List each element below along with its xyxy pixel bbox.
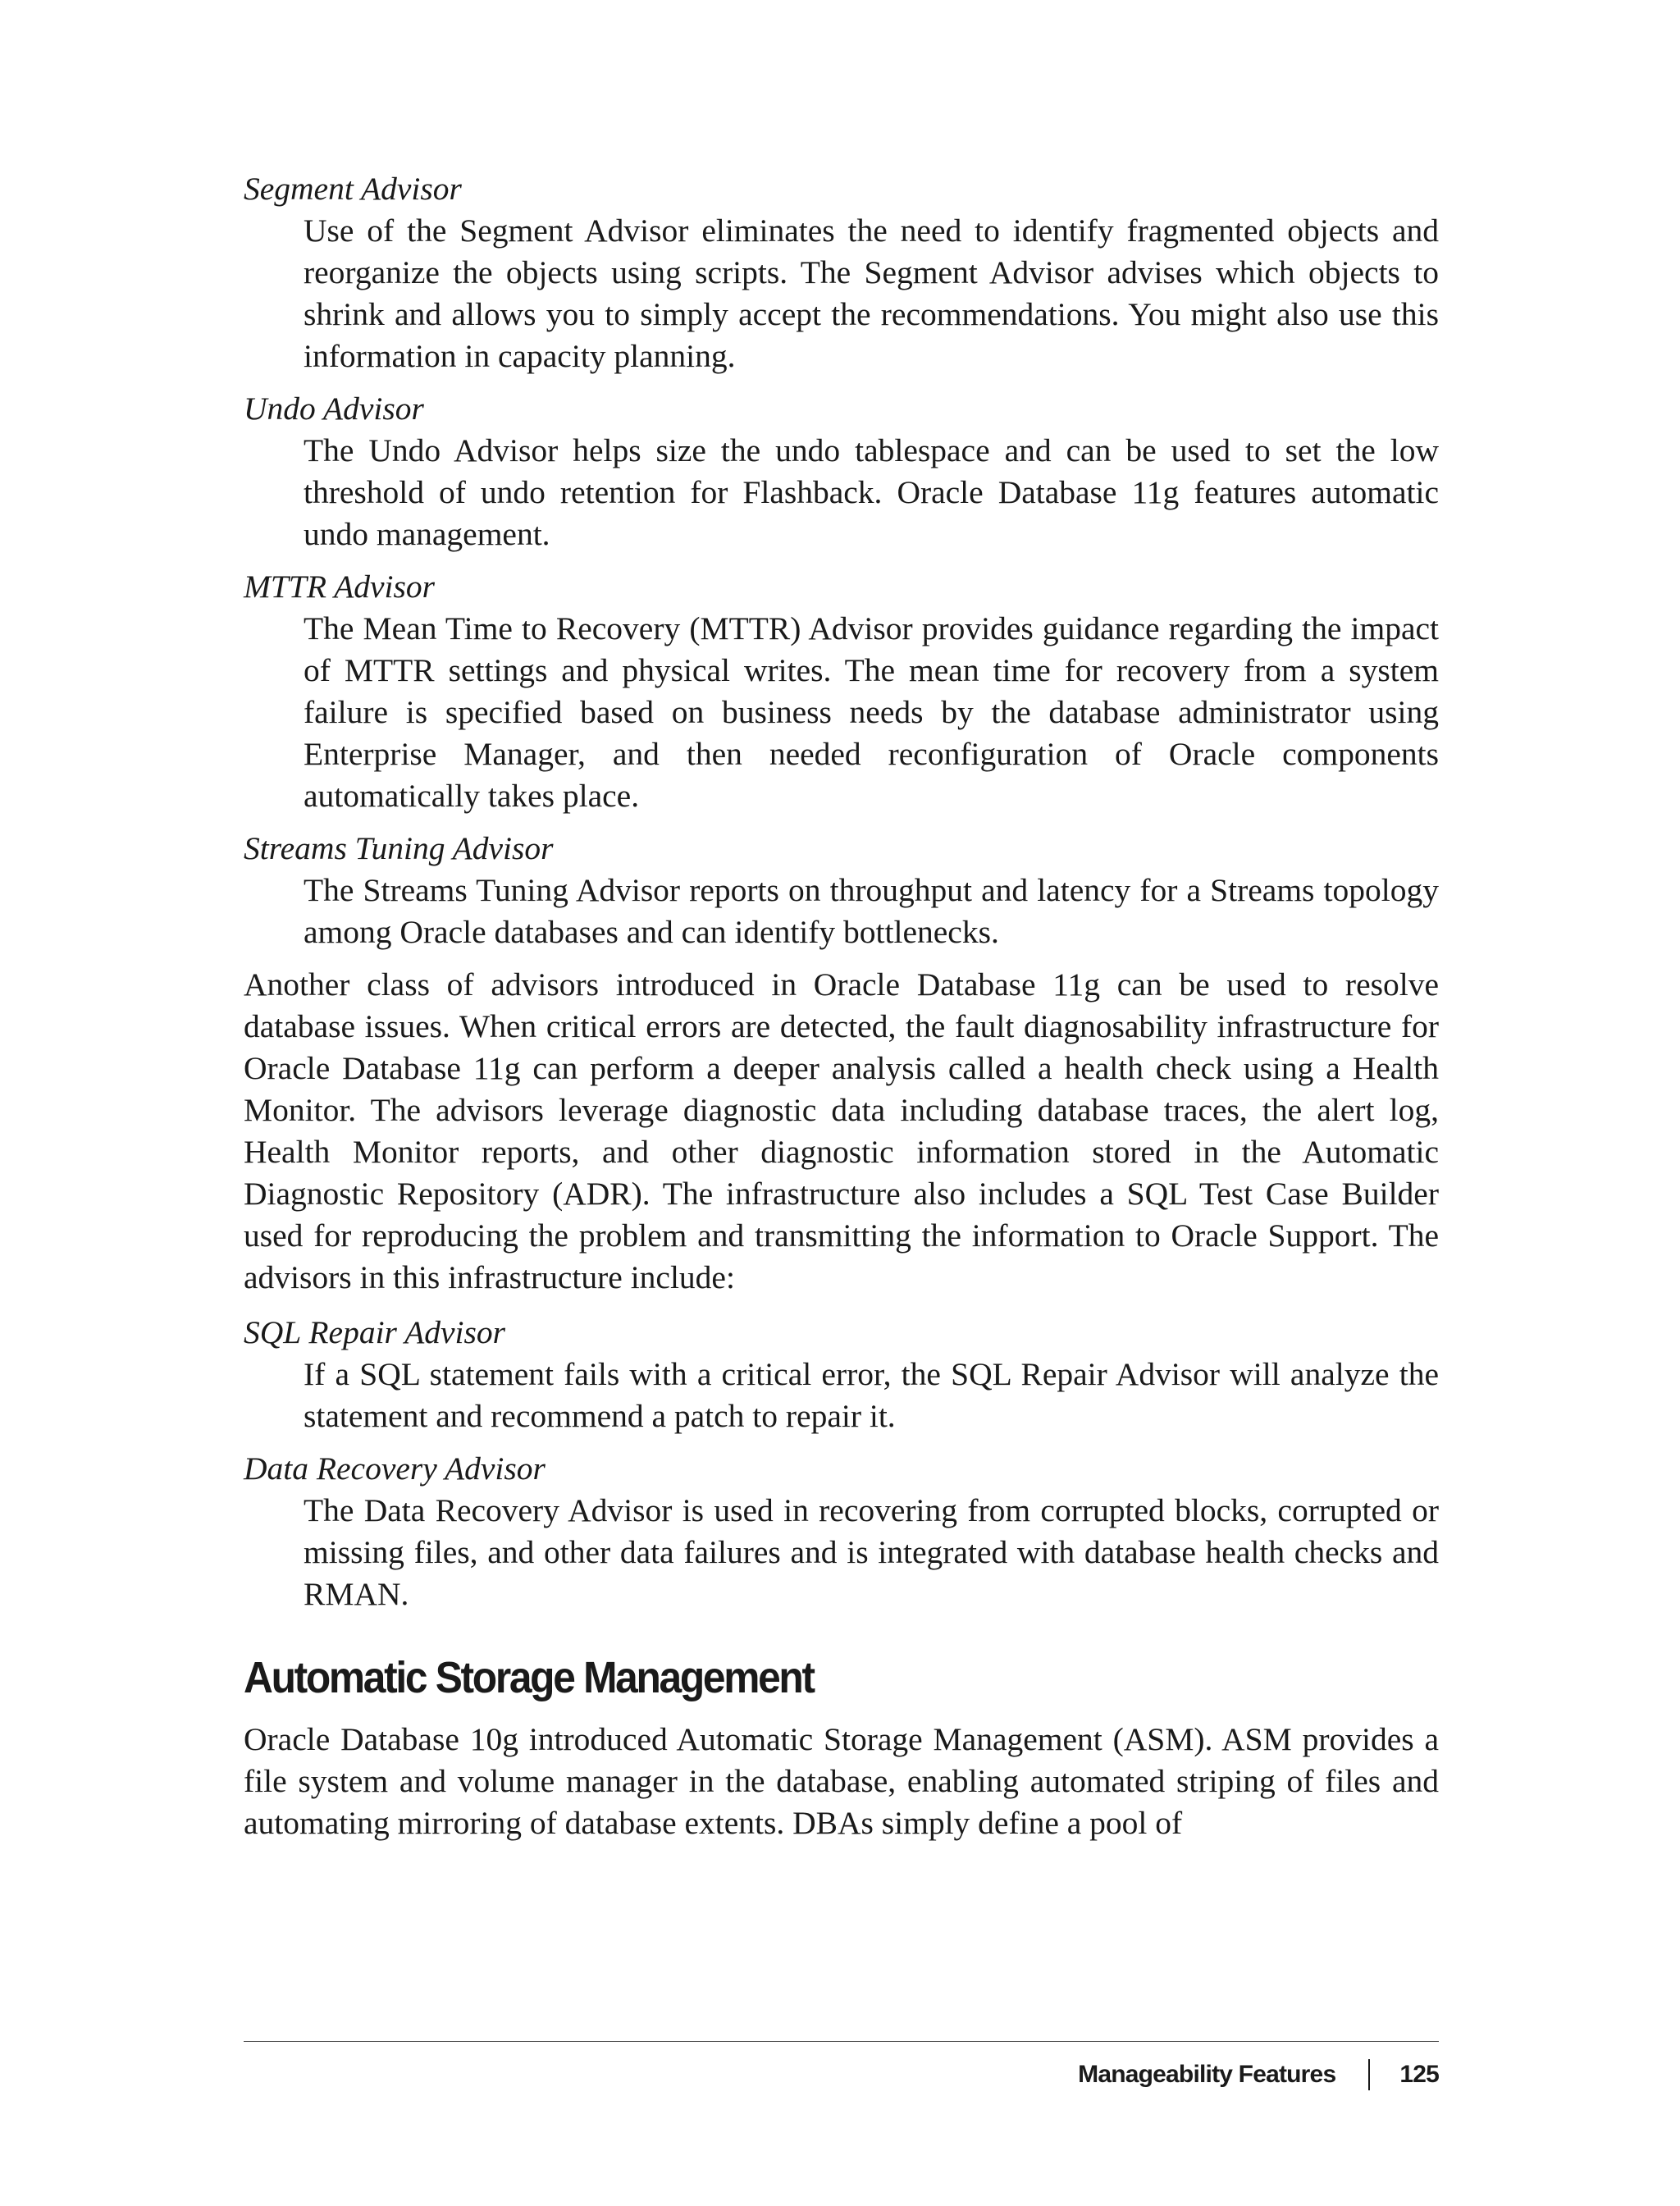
advisor-definition: If a SQL statement fails with a critical error, the SQL Repair Advisor will analyze the statement and recommend a patch to repair it.: [304, 1356, 1439, 1434]
advisor-entry: [244, 388, 1439, 555]
advisor-definition: The Mean Time to Recovery (MTTR) Advisor provides guidance regarding the impact of MTTR settings and physical writes. The mean time for recovery from a system failure is specified based on business needs by the database administrator using Enterprise Manager, and then needed reconfiguration of Oracle components automatically takes place.: [304, 610, 1439, 814]
page-footer: [1078, 2058, 1439, 2091]
advisor-term: SQL Repair Advisor: [244, 1314, 505, 1350]
page-number: 125: [1399, 2061, 1439, 2088]
advisor-entry: [244, 566, 1439, 817]
advisor-entry: [244, 1448, 1439, 1615]
advisor-entry: [244, 1312, 1439, 1437]
advisor-list-2: [244, 1312, 1439, 1615]
advisor-term: Data Recovery Advisor: [244, 1450, 546, 1487]
footer-divider: [244, 2041, 1439, 2042]
intro-paragraph: Another class of advisors introduced in Oracle Database 11g can be used to resolve database issues. When critical errors are detected, the fault diagnosability infrastructure for Oracle Database 11g can perform a deeper analysis called a health check using a Health Monitor. The advisors leverage diagnostic data including database traces, the alert log, Health Monitor reports, and other diagnostic information stored in the Automatic Diagnostic Repository (ADR). The infrastructure also includes a SQL Test Case Builder used for reproducing the problem and transmitting the information to Oracle Support. The advisors in this infrastructure include:: [244, 966, 1439, 1295]
section-paragraph: Oracle Database 10g introduced Automatic Storage Management (ASM). ASM provides a file system and volume manager in the database, enabling automated striping of files and automating mirroring of database extents. DBAs simply define a pool of: [244, 1721, 1439, 1841]
advisor-term: Undo Advisor: [244, 391, 424, 427]
advisor-term: Streams Tuning Advisor: [244, 830, 554, 866]
advisor-definition: The Undo Advisor helps size the undo tablespace and can be used to set the low threshold of undo retention for Flashback. Oracle Database 11g features automatic undo management.: [304, 432, 1439, 552]
advisor-definition: Use of the Segment Advisor eliminates the need to identify fragmented objects and reorganize the objects using scripts. The Segment Advisor advises which objects to shrink and allows you to simply accept the recommendations. You might also use this information in capacity planning.: [304, 212, 1439, 374]
advisor-entry: [244, 168, 1439, 377]
footer-separator: [1368, 2059, 1370, 2090]
advisor-list-1: [244, 168, 1439, 953]
advisor-term: MTTR Advisor: [244, 569, 436, 605]
section-heading: Automatic Storage Management: [244, 1653, 814, 1702]
advisor-definition: The Data Recovery Advisor is used in recovering from corrupted blocks, corrupted or missing files, and other data failures and is integrated with database health checks and RMAN.: [304, 1492, 1439, 1612]
advisor-term: Segment Advisor: [244, 171, 462, 207]
advisor-definition: The Streams Tuning Advisor reports on throughput and latency for a Streams topology among Oracle databases and can identify bottlenecks.: [304, 872, 1439, 950]
footer-chapter-title: Manageability Features: [1078, 2061, 1336, 2088]
page-content: [244, 168, 1439, 1857]
advisor-entry: [244, 828, 1439, 953]
